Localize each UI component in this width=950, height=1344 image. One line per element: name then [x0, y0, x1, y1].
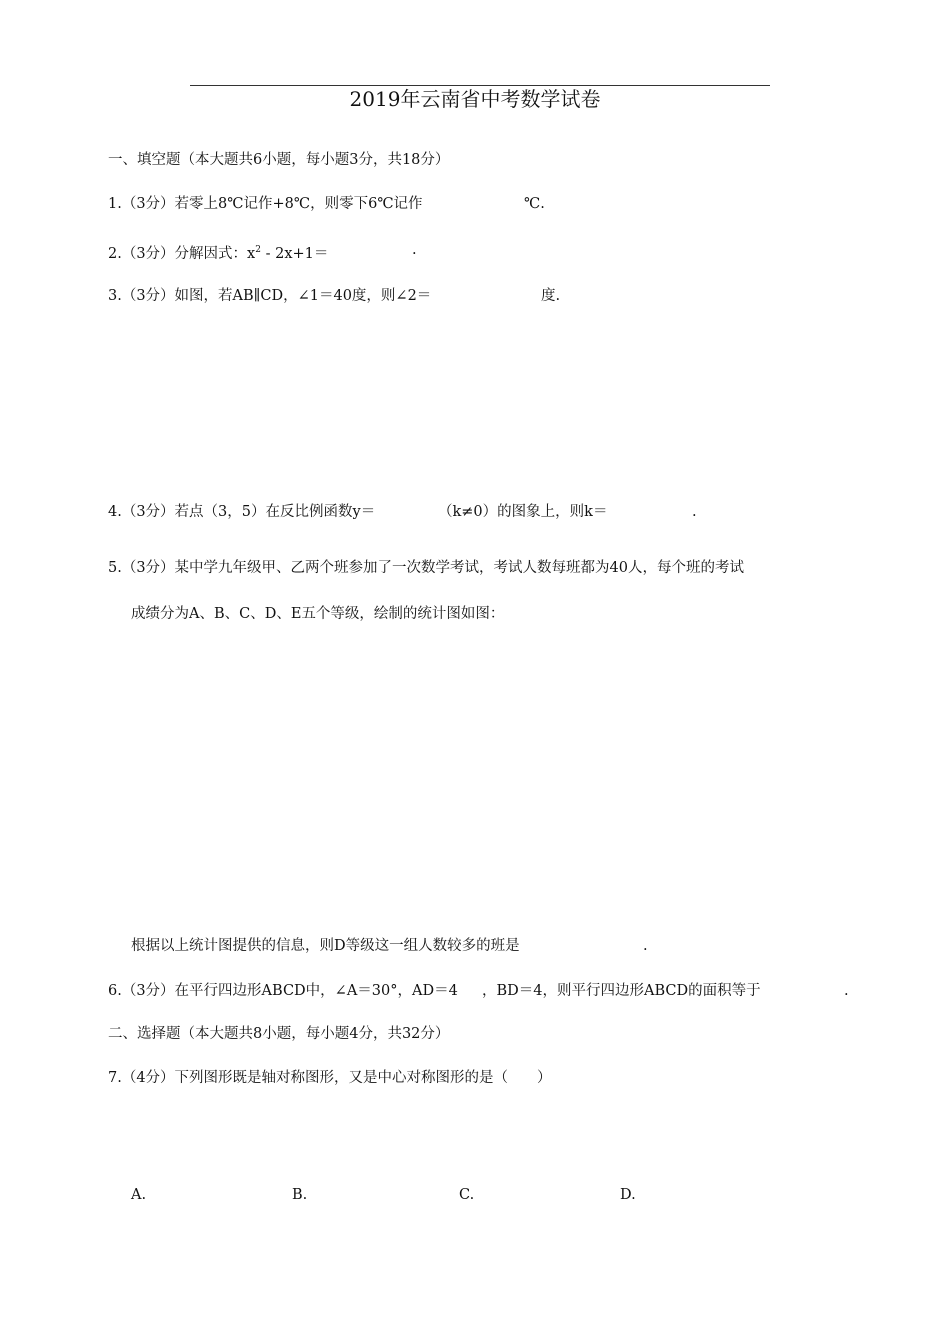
question-2-text-2: - 2x+1＝ — [260, 245, 329, 262]
question-4-tail: . — [692, 504, 697, 520]
question-6-tail: . — [844, 983, 849, 999]
question-5-line-1: 5.（3分）某中学九年级甲、乙两个班参加了一次数学考试，考试人数每班都为40人，每个班的考试 — [108, 560, 745, 576]
question-3-text: 3.（3分）如图，若AB∥CD，∠1＝40度，则∠2＝ — [108, 288, 432, 304]
question-2 — [108, 240, 417, 264]
option-d: D. — [620, 1187, 636, 1203]
option-b: B. — [292, 1187, 308, 1203]
question-1 — [108, 194, 545, 214]
question-4 — [108, 502, 697, 522]
question-5-line-3 — [131, 936, 648, 956]
question-3 — [108, 286, 561, 306]
question-6-text: 6.（3分）在平行四边形ABCD中，∠A＝30°，AD＝4 — [108, 983, 458, 999]
question-6 — [108, 981, 849, 1001]
question-5-tail: . — [643, 938, 648, 954]
question-5-line-2: 成绩分为A、B、C、D、E五个等级，绘制的统计图如图： — [131, 606, 505, 622]
question-2-text: 2.（3分）分解因式：x — [108, 245, 256, 262]
question-7: 7.（4分）下列图形既是轴对称图形，又是中心对称图形的是（ ） — [108, 1070, 552, 1086]
question-1-tail: ℃. — [524, 196, 545, 212]
option-a: A. — [131, 1187, 147, 1203]
page-title: 2019年云南省中考数学试卷 — [349, 87, 601, 111]
question-2-tail: . — [412, 242, 417, 258]
option-c: C. — [459, 1187, 475, 1203]
question-6-mid: ，BD＝4，则平行四边形ABCD的面积等于 — [482, 983, 761, 999]
section-heading-multiple-choice: 二、选择题（本大题共8小题，每小题4分，共32分） — [108, 1026, 450, 1042]
section-heading-fill-in: 一、填空题（本大题共6小题，每小题3分，共18分） — [108, 152, 450, 168]
question-1-text: 1.（3分）若零上8℃记作+8℃，则零下6℃记作 — [108, 196, 423, 212]
question-4-mid: （k≠0）的图象上，则k＝ — [438, 504, 608, 520]
question-3-tail: 度. — [541, 288, 561, 304]
question-5-line-3-text: 根据以上统计图提供的信息，则D等级这一组人数较多的班是 — [131, 938, 520, 954]
question-4-text: 4.（3分）若点（3，5）在反比例函数y＝ — [108, 504, 376, 520]
question-2-exponent: 2 — [255, 245, 261, 255]
